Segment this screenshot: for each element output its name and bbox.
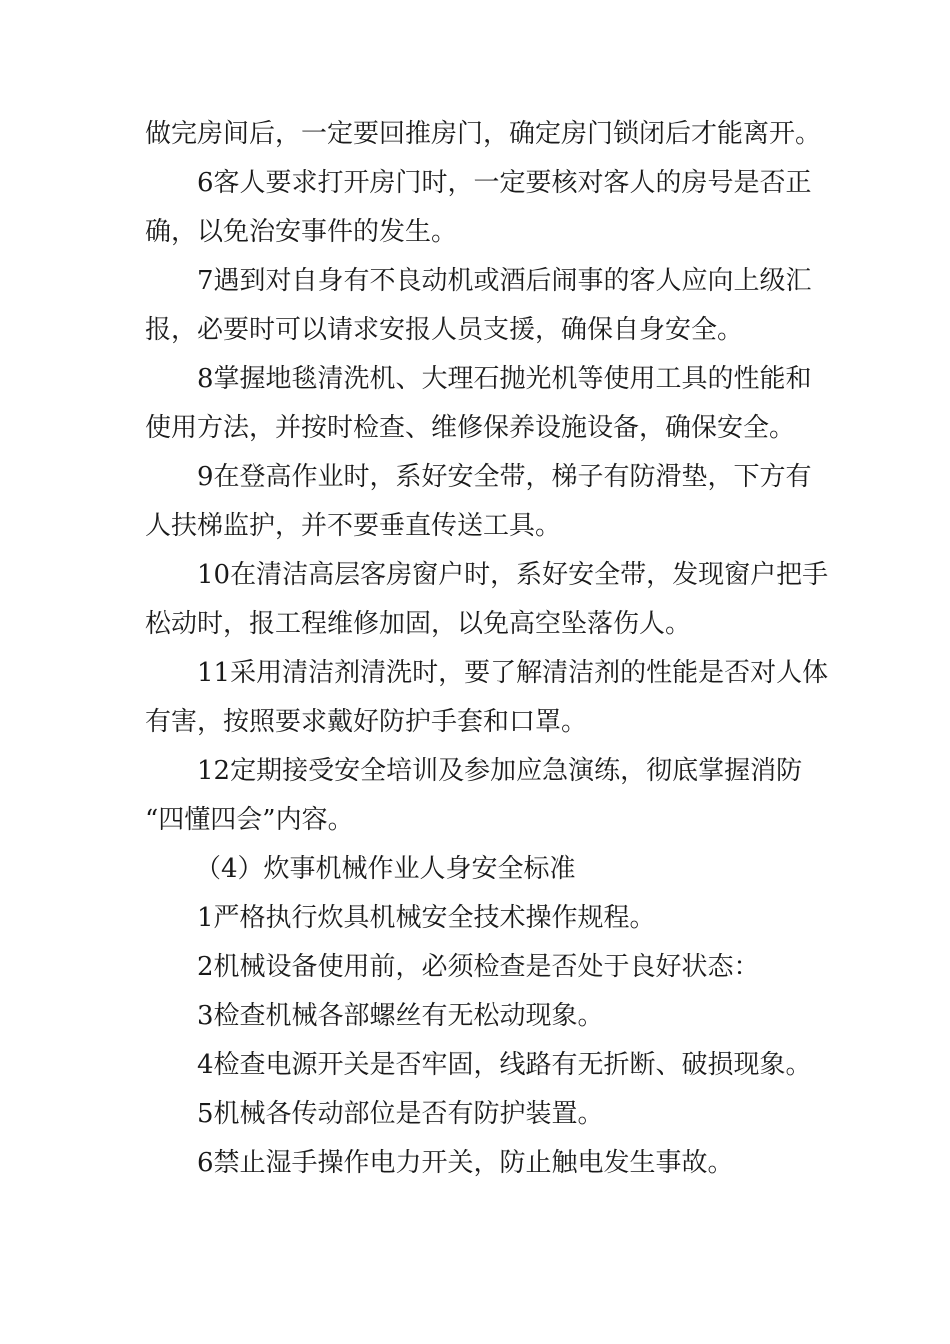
paragraph-line: 确，以免治安事件的发生。 [145, 217, 458, 247]
section-heading: （4）炊事机械作业人身安全标准 [195, 854, 576, 884]
paragraph-line: 人扶梯监护，并不要垂直传送工具。 [145, 511, 562, 541]
list-item: 3检查机械各部螺丝有无松动现象。 [197, 1001, 604, 1031]
paragraph-line: 8掌握地毯清洗机、大理石抛光机等使用工具的性能和 [197, 364, 812, 394]
document-body [145, 110, 829, 1188]
paragraph-line: 9在登高作业时，系好安全带，梯子有防滑垫，下方有 [197, 462, 812, 492]
paragraph-line: 10在清洁高层客房窗户时，系好安全带，发现窗户把手 [197, 560, 829, 590]
paragraph-line: 松动时，报工程维修加固，以免高空坠落伤人。 [145, 609, 692, 639]
paragraph-line: “四懂四会”内容。 [145, 805, 354, 835]
paragraph-line: 12定期接受安全培训及参加应急演练，彻底掌握消防 [197, 756, 803, 786]
paragraph-line: 有害，按照要求戴好防护手套和口罩。 [145, 707, 588, 737]
paragraph-line: 7遇到对自身有不良动机或酒后闹事的客人应向上级汇 [197, 266, 812, 296]
list-item: 4检查电源开关是否牢固，线路有无折断、破损现象。 [197, 1050, 812, 1080]
list-item: 6禁止湿手操作电力开关，防止触电发生事故。 [197, 1148, 734, 1178]
paragraph-line: 11采用清洁剂清洗时，要了解清洁剂的性能是否对人体 [197, 658, 829, 688]
list-item: 5机械各传动部位是否有防护装置。 [197, 1099, 604, 1129]
list-item: 2机械设备使用前，必须检查是否处于良好状态： [197, 952, 760, 982]
list-item: 1严格执行炊具机械安全技术操作规程。 [197, 903, 656, 933]
paragraph-line: 报，必要时可以请求安报人员支援，确保自身安全。 [145, 315, 744, 345]
paragraph-line: 使用方法，并按时检查、维修保养设施设备，确保安全。 [145, 413, 796, 443]
paragraph-line: 做完房间后，一定要回推房门，确定房门锁闭后才能离开。 [145, 119, 822, 149]
paragraph-line: 6客人要求打开房门时，一定要核对客人的房号是否正 [197, 168, 812, 198]
